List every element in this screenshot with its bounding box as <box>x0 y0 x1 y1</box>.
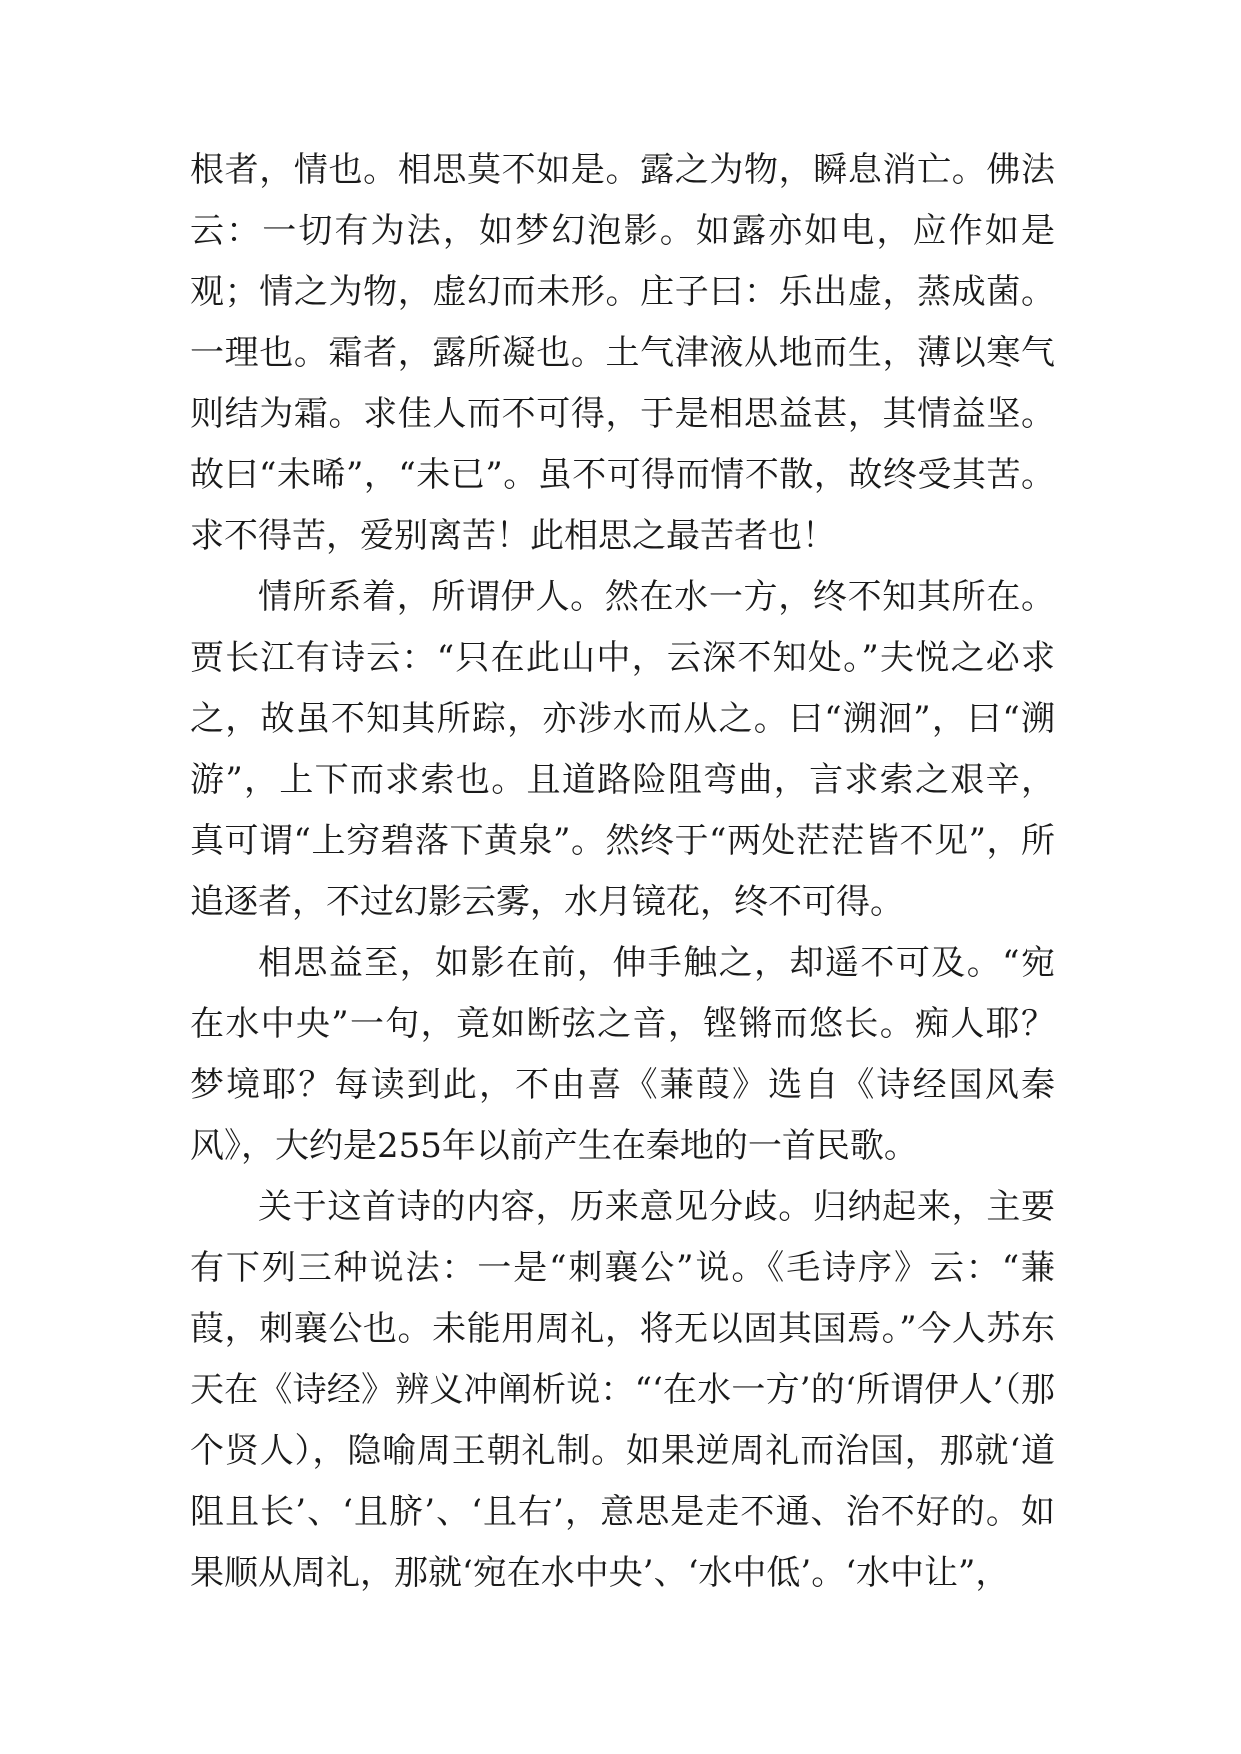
paragraph-3: 相思益至，如影在前，伸手触之，却遥不可及。“宛在水中央”一句，竟如断弦之音，铿锵而悠长。痴人耶？梦境耶？每读到此，不由喜《蒹葭》选自《诗经国风秦风》，大约是255年以前产生在秦地的一首民歌。 <box>190 943 1055 1166</box>
paragraph-2: 情所系着，所谓伊人。然在水一方，终不知其所在。贾长江有诗云：“只在此山中，云深不知处。”夫悦之必求之，故虽不知其所踪，亦涉水而从之。曰“溯洄”，曰“溯游”，上下而求索也。且道路险阻弯曲，言求索之艰辛，真可谓“上穷碧落下黄泉”。然终于“两处茫茫皆不见”，所追逐者，不过幻影云雾，水月镜花，终不可得。 <box>190 577 1055 922</box>
body-text <box>190 140 1055 1604</box>
paragraph-1: 根者，情也。相思莫不如是。露之为物，瞬息消亡。佛法云：一切有为法，如梦幻泡影。如露亦如电，应作如是观；情之为物，虚幻而未形。庄子曰：乐出虚，蒸成菌。一理也。霜者，露所凝也。土气津液从地而生，薄以寒气则结为霜。求佳人而不可得，于是相思益甚，其情益坚。故曰“未晞”，“未已”。虽不可得而情不散，故终受其苦。求不得苦，爱别离苦！此相思之最苦者也！ <box>190 150 1055 556</box>
paragraph-4: 关于这首诗的内容，历来意见分歧。归纳起来，主要有下列三种说法：一是“刺襄公”说。《毛诗序》云：“蒹葭，刺襄公也。未能用周礼，将无以固其国焉。”今人苏东天在《诗经》辨义冲阐析说：“‘在水一方’的‘所谓伊人’（那个贤人），隐喻周王朝礼制。如果逆周礼而治国，那就‘道阻且长’、‘且脐’、‘且右’，意思是走不通、治不好的。如果顺从周礼，那就‘宛在水中央’、‘水中低’。‘水中让”， <box>190 1187 1055 1593</box>
